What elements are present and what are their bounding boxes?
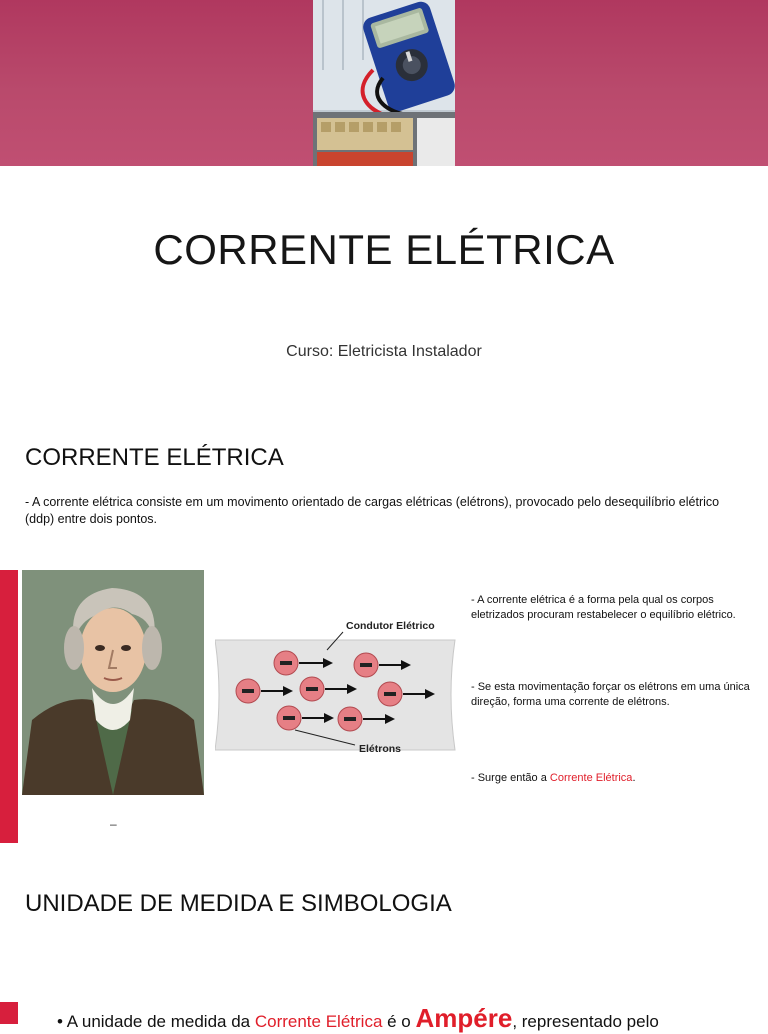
side-point-3 bbox=[471, 771, 761, 786]
bullet-mid: é o bbox=[382, 1012, 416, 1031]
section-title-units: UNIDADE DE MEDIDA E SIMBOLOGIA bbox=[25, 890, 452, 917]
section-title: CORRENTE ELÉTRICA bbox=[25, 444, 284, 471]
portrait-illustration bbox=[22, 570, 204, 795]
corrente-eletrica-highlight: Corrente Elétrica bbox=[549, 772, 633, 784]
dash-mark: – bbox=[110, 817, 117, 831]
ampere-unit: Ampére bbox=[415, 1003, 513, 1033]
definition-paragraph: - A corrente elétrica consiste em um movimento orientado de cargas elétricas (elétrons), provocado pelo desequilíbrio elétrico (ddp) entre dois pontos. bbox=[25, 495, 720, 526]
title-banner bbox=[0, 0, 768, 166]
bullet-highlight: Corrente Elétrica bbox=[254, 1012, 383, 1031]
multimeter-illustration bbox=[313, 0, 455, 166]
side-point-3-suffix: . bbox=[632, 772, 636, 784]
multimeter-photo bbox=[313, 0, 455, 166]
unit-bullet bbox=[57, 1003, 659, 1034]
ampere-portrait bbox=[22, 570, 204, 795]
conductor-label: Condutor Elétrico bbox=[346, 620, 435, 632]
accent-bar bbox=[0, 570, 18, 843]
slide-title: CORRENTE ELÉTRICA bbox=[153, 226, 615, 273]
side-point-2: - Se esta movimentação forçar os elétrons em uma única direção, forma uma corrente de elétrons. bbox=[471, 681, 750, 708]
side-point-3-prefix: - Surge então a bbox=[471, 772, 550, 784]
side-point-1: - A corrente elétrica é a forma pela qual os corpos eletrizados procuram restabelecer o equilíbrio elétrico. bbox=[471, 594, 736, 621]
bullet-prefix: • A unidade de medida da bbox=[57, 1012, 255, 1031]
bullet-suffix: , representado pelo bbox=[512, 1012, 659, 1031]
slide-subtitle: Curso: Eletricista Instalador bbox=[286, 343, 482, 360]
accent-block bbox=[0, 1002, 18, 1024]
electron-flow-diagram bbox=[215, 612, 460, 757]
electrons-label: Elétrons bbox=[359, 743, 402, 755]
